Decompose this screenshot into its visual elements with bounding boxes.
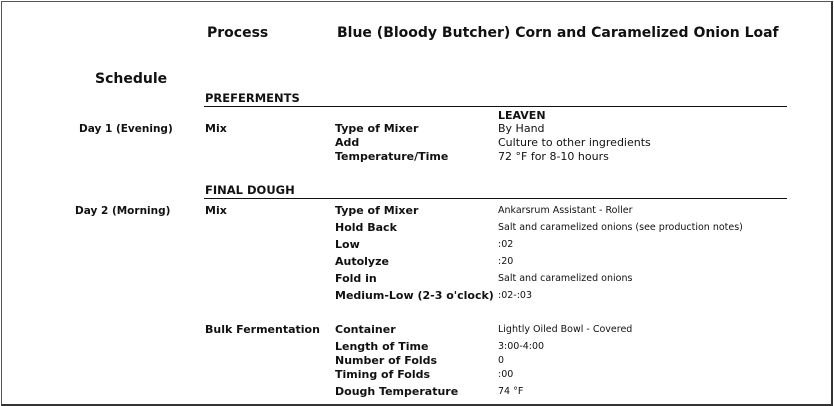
row-value: :20 bbox=[498, 256, 514, 267]
leaven-column-title: LEAVEN bbox=[498, 109, 546, 122]
row-value: Salt and caramelized onions bbox=[498, 273, 633, 284]
row-label: Add bbox=[335, 136, 360, 149]
step-bulk-fermentation: Bulk Fermentation bbox=[205, 323, 320, 336]
row-label: Autolyze bbox=[335, 255, 389, 268]
row-value: 72 °F for 8-10 hours bbox=[498, 150, 609, 163]
row-label: Timing of Folds bbox=[335, 368, 431, 381]
row-value: Salt and caramelized onions (see production notes) bbox=[498, 222, 743, 233]
row-value: Lightly Oiled Bowl - Covered bbox=[498, 324, 633, 335]
row-value: 0 bbox=[498, 355, 505, 366]
process-label: Process bbox=[207, 25, 269, 41]
row-label: Type of Mixer bbox=[335, 204, 419, 217]
row-value: 3:00-4:00 bbox=[498, 341, 545, 352]
recipe-title: Blue (Bloody Butcher) Corn and Caramelized Onion Loaf bbox=[337, 25, 779, 41]
section-divider bbox=[204, 198, 787, 199]
row-label: Length of Time bbox=[335, 340, 429, 353]
day-2-label: Day 2 (Morning) bbox=[75, 205, 171, 217]
row-value: By Hand bbox=[498, 122, 545, 135]
row-value: 74 °F bbox=[498, 386, 524, 397]
row-value: Ankarsrum Assistant - Roller bbox=[498, 205, 633, 216]
section-divider bbox=[204, 106, 787, 107]
row-label: Medium-Low (2-3 o'clock) bbox=[335, 289, 494, 302]
step-mix-final: Mix bbox=[205, 204, 227, 217]
row-label: Number of Folds bbox=[335, 354, 438, 367]
section-title-final-dough: FINAL DOUGH bbox=[205, 183, 295, 197]
row-label: Fold in bbox=[335, 272, 377, 285]
step-mix-preferments: Mix bbox=[205, 122, 227, 135]
row-label: Temperature/Time bbox=[335, 150, 449, 163]
row-label: Dough Temperature bbox=[335, 385, 459, 398]
row-label: Type of Mixer bbox=[335, 122, 419, 135]
row-value: Culture to other ingredients bbox=[498, 136, 651, 149]
row-label: Container bbox=[335, 323, 396, 336]
row-label: Low bbox=[335, 238, 360, 251]
row-value: :02 bbox=[498, 239, 514, 250]
row-value: :00 bbox=[498, 369, 514, 380]
row-value: :02-:03 bbox=[498, 290, 533, 301]
row-label: Hold Back bbox=[335, 221, 397, 234]
section-title-preferments: PREFERMENTS bbox=[205, 91, 300, 105]
schedule-label: Schedule bbox=[95, 71, 168, 87]
day-1-label: Day 1 (Evening) bbox=[79, 123, 173, 135]
